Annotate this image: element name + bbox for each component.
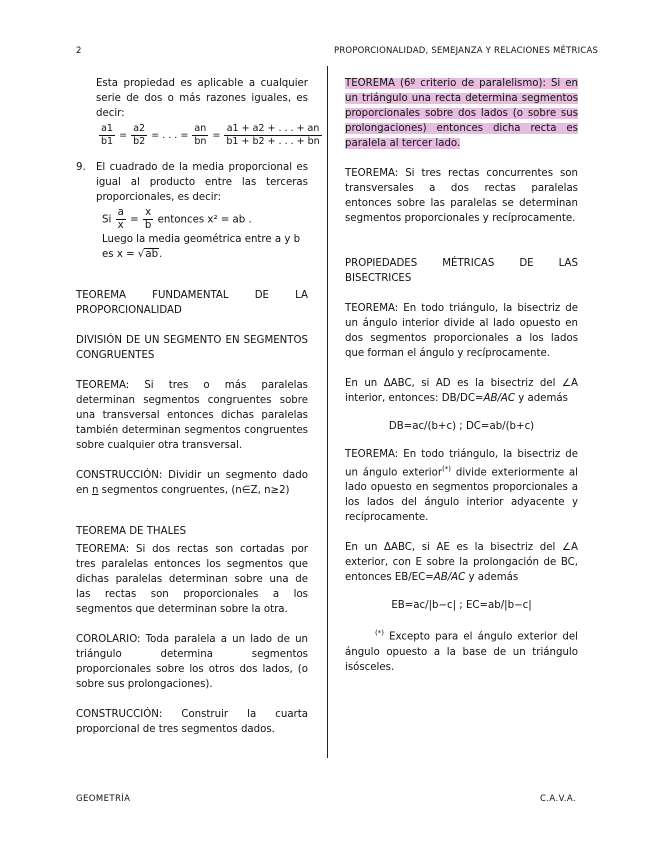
media-text-2: es x = √ab. (102, 249, 163, 260)
heading-fundamental: TEOREMA FUNDAMENTAL DE LA PROPORCIONALIDAD (76, 290, 308, 316)
teorema-concurrentes: TEOREMA: Si tres rectas concurrentes son transversales a dos rectas paralelas entonces sobre las paralelas se determinan segmentos proporcionales y recíprocamente. (345, 168, 578, 224)
item-9-text: El cuadrado de la media proporcional es igual al producto entre las terceras proporcionales, es decir: (96, 162, 308, 203)
teorema-bisectriz-exterior: TEOREMA: En todo triángulo, la bisectriz de un ángulo exterior(*) divide exteriormente al lado opuesto en segmentos proporcionales a los lados del ángulo interior adyacente y recíprocamente. (345, 449, 578, 524)
teorema-bisectriz-interior: TEOREMA: En todo triángulo, la bisectriz de un ángulo interior divide al lado opuesto en dos segmentos proporcionales a los lados que forman el ángulo y recíprocamente. (345, 303, 578, 359)
item-9 (76, 160, 308, 205)
heading-bisectrices: PROPIEDADES MÉTRICAS DE LAS BISECTRICES (345, 258, 578, 284)
teorema-thales: TEOREMA: Si dos rectas son cortadas por tres paralelas entonces los segmentos que dichas paralelas determinan sobre una de las rectas son proporcionales a los segmentos que determinan sobre la otra. (76, 544, 308, 615)
heading-thales: TEOREMA DE THALES (76, 526, 187, 537)
running-title: PROPORCIONALIDAD, SEMEJANZA Y RELACIONES MÉTRICAS (334, 46, 599, 56)
item-9-number: 9. (76, 162, 86, 173)
abc-exterior: En un ΔABC, si AE es la bisectriz del ∠A exterior, con E sobre la prolongación de BC, entonces EB/EC=AB/AC y además (345, 542, 578, 584)
corolario: COROLARIO: Toda paralela a un lado de un triángulo determina segmentos proporcionales sobre los otros dos lados, (o sobre sus prolongaciones). (76, 634, 308, 690)
fraction-4: $\frac{a1 + a2 + . . . + an}{b1 + b2 + . . . + bn}$ (226, 123, 320, 147)
abc-interior: En un ΔABC, si AD es la bisectriz del ∠A interior, entonces: DB/DC=AB/AC y además (345, 378, 578, 404)
fraction-3: $\frac{an}{bn}$ (194, 123, 207, 147)
right-column (345, 76, 578, 675)
construccion-cuarta: CONSTRUCCIÓN: Construir la cuarta proporcional de tres segmentos dados. (76, 709, 308, 735)
formula-exterior: EB=ac/|b−c| ; EC=ab/|b−c| (391, 600, 532, 612)
property-text: Esta propiedad es aplicable a cualquier serie de dos o más razones iguales, es decir: (96, 78, 308, 119)
footer-right: C.A.V.A. (540, 794, 576, 804)
equation-media: Si $\frac{a}{x}$ = $\frac{x}{b}$ entonces x² = ab . (102, 207, 252, 231)
fraction-1: $\frac{a1}{b1}$ (101, 123, 114, 147)
column-divider (327, 66, 328, 758)
left-column (76, 76, 320, 737)
fraction-a-x: $\frac{a}{x}$ (117, 207, 124, 231)
construccion-dividir: CONSTRUCCIÓN: Dividir un segmento dado en n segmentos congruentes, (n∈Z, n≥2) (76, 470, 308, 496)
fraction-x-b: $\frac{x}{b}$ (144, 207, 152, 231)
teorema-paralelismo: TEOREMA (6º criterio de paralelismo): Si en un triángulo una recta determina segmentos proporcionales sobre dos lados (o sobre sus prolongaciones) entonces dicha recta es paralela al tercer lado. (345, 78, 578, 149)
page-number: 2 (76, 46, 82, 56)
formula-interior: DB=ac/(b+c) ; DC=ab/(b+c) (388, 421, 535, 432)
heading-division: DIVISIÓN DE UN SEGMENTO EN SEGMENTOS CONGRUENTES (76, 335, 308, 361)
media-text-1: Luego la media geométrica entre a y b (102, 234, 301, 245)
footnote: (*) Excepto para el ángulo exterior del ángulo opuesto a la base de un triángulo isósceles. (345, 629, 578, 673)
footer-left: GEOMETRÍA (76, 794, 131, 804)
equation-ratios: $\frac{a1}{b1}$ = $\frac{a2}{b2}$ = . . . = $\frac{an}{bn}$ = $\frac{a1 + a2 + . . . + an}{b1 + b2 + . . . + bn}$ (101, 123, 320, 147)
teorema-congruentes: TEOREMA: Si tres o más paralelas determinan segmentos congruentes sobre una transversal entonces dichas paralelas también determinan segmentos congruentes sobre cualquier otra transversal. (76, 380, 308, 451)
fraction-2: $\frac{a2}{b2}$ (133, 123, 146, 147)
